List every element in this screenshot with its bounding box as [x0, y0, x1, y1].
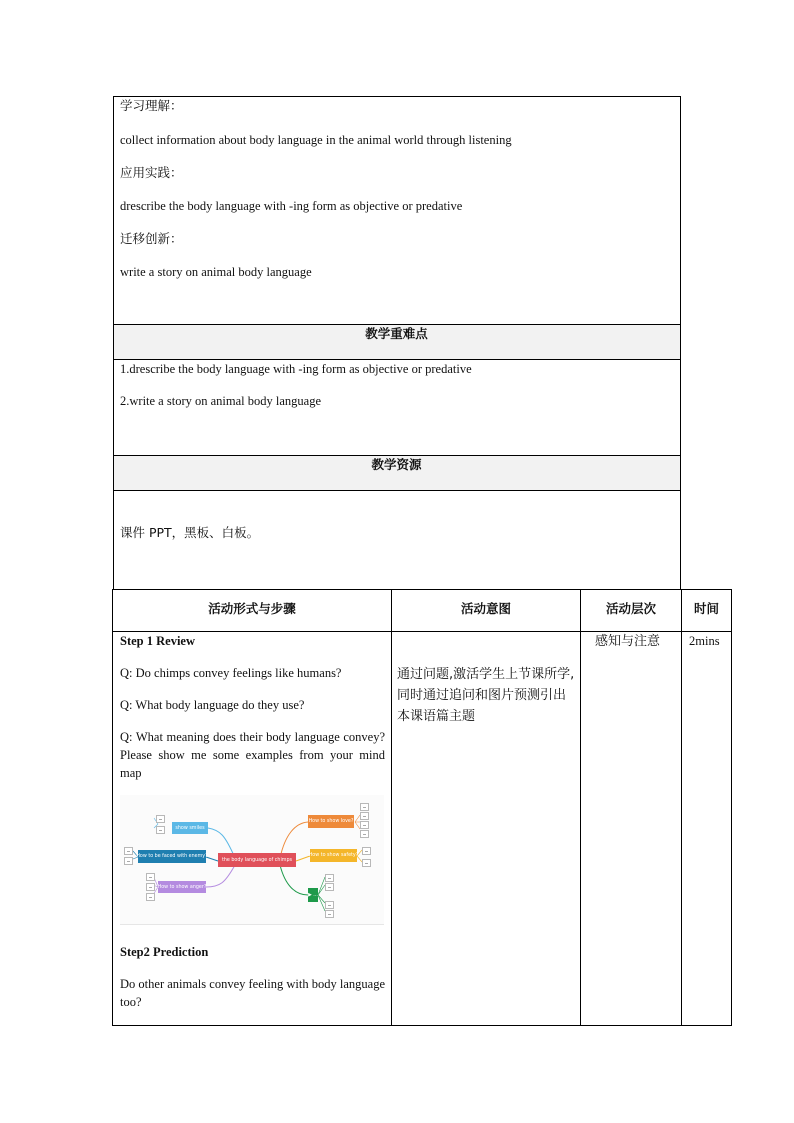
mind-map-leaf — [146, 893, 155, 901]
key-point-2: 2.write a story on animal body language — [120, 394, 321, 408]
col-header-time: 时间 — [693, 601, 719, 616]
objective-label-innovation: 迁移创新： — [120, 231, 183, 246]
mind-map-leaf — [156, 815, 165, 823]
objective-text-understanding: collect information about body language in the animal world through listening — [120, 133, 512, 147]
key-point-1: 1.drescribe the body language with -ing form as objective or predative — [120, 362, 472, 376]
mind-map-node-anger: How to show anger? — [158, 881, 206, 893]
mind-map-leaf — [124, 847, 133, 855]
mind-map-leaf — [362, 859, 371, 867]
mind-map-image — [120, 795, 384, 925]
mind-map-leaf — [156, 826, 165, 834]
question-1: Q: Do chimps convey feelings like humans? — [120, 666, 342, 680]
mind-map-leaf — [325, 883, 334, 891]
activity-intent: 通过问题,激活学生上节课所学,同时通过追问和图片预测引出本课语篇主题 — [397, 667, 575, 724]
mind-map-leaf — [360, 830, 369, 838]
objective-label-understanding: 学习理解： — [120, 98, 183, 113]
mind-map-node-love: How to show love? — [308, 815, 354, 828]
col-header-steps: 活动形式与步骤 — [208, 601, 296, 616]
mind-map-node-smiles: show smiles — [172, 822, 208, 834]
mind-map-leaf — [325, 901, 334, 909]
step1-title: Step 1 Review — [120, 634, 195, 648]
question-3: Q: What meaning does their body language convey?Please show me some examples from your mind map — [120, 730, 385, 780]
resources-header: 教学资源 — [371, 457, 422, 472]
mind-map-leaf — [360, 803, 369, 811]
resources-text: 课件 PPT，黑板、白板。 — [120, 525, 260, 540]
objective-label-practice: 应用实践： — [120, 165, 183, 180]
mind-map-leaf — [360, 812, 369, 820]
step2-title: Step2 Prediction — [120, 945, 209, 959]
question-2: Q: What body language do they use? — [120, 698, 305, 712]
mind-map-leaf — [124, 857, 133, 865]
activity-time: 2mins — [689, 634, 720, 648]
mind-map-leaf — [362, 847, 371, 855]
col-header-level: 活动层次 — [605, 601, 656, 616]
col-header-intent: 活动意图 — [460, 601, 511, 616]
step2-question: Do other animals convey feeling with body language too? — [120, 977, 385, 1009]
key-points-header: 教学重难点 — [365, 326, 428, 341]
activity-level: 感知与注意 — [595, 634, 661, 649]
mind-map-node-green: ▶ ... — [308, 888, 318, 902]
mind-map-leaf — [325, 910, 334, 918]
mind-map-node-safety: How to show safety? — [310, 849, 357, 862]
objective-text-innovation: write a story on animal body language — [120, 265, 312, 279]
mind-map-node-enemy: How to be faced with enemy? — [138, 850, 206, 863]
mind-map-leaf — [360, 821, 369, 829]
objective-text-practice: drescribe the body language with -ing form as objective or predative — [120, 199, 463, 213]
mind-map-center-node: the body language of chimps — [218, 853, 296, 867]
mind-map-leaf — [146, 883, 155, 891]
mind-map-leaf — [325, 874, 334, 882]
mind-map-leaf — [146, 873, 155, 881]
